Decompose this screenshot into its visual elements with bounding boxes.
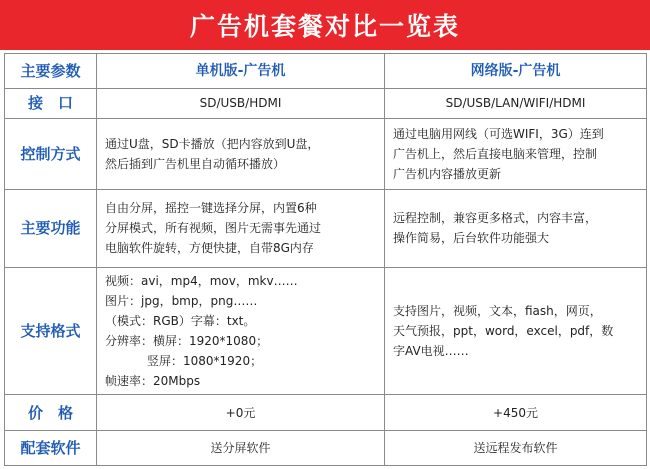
function-standalone [97,190,385,267]
software-standalone: 送分屏软件 [97,431,385,466]
price-network: +450元 [385,394,647,431]
control-network [385,119,647,190]
control-standalone [97,119,385,190]
interface-network: SD/USB/LAN/WIFI/HDMI [385,88,647,119]
text-line: 字AV电视…… [393,343,469,358]
price-standalone: +0元 [97,394,385,431]
text-line: 操作简易，后台软件功能强大 [393,231,550,246]
text-line: 支持图片，视频，文本，fiash，网页， [393,303,602,318]
format-network [385,267,647,394]
software-network: 送远程发布软件 [385,431,647,466]
text-line: 天气预报，ppt，word，excel，pdf，数 [393,323,614,338]
text-line: （模式：RGB）字幕：txt。 [105,313,256,328]
text-line: 视频：avi，mp4，mov，mkv…… [105,273,298,288]
comparison-table [4,53,647,466]
text-line: 图片：jpg，bmp，png…… [105,293,258,308]
format-standalone [97,267,385,394]
row-format [5,267,647,394]
text-line: 自由分屏，摇控一键选择分屏，内置6种 [105,201,317,216]
row-interface [5,88,647,119]
text-line: 通过U盘，SD卡播放（把内容放到U盘， [105,137,320,152]
row-price [5,394,647,431]
row-label-software: 配套软件 [5,431,97,466]
text-line: 竖屏：1080*1920； [147,353,263,368]
function-network [385,190,647,267]
row-label-price: 价 格 [5,394,97,431]
row-label-format: 支持格式 [5,267,97,394]
row-label-function: 主要功能 [5,190,97,267]
interface-standalone: SD/USB/HDMI [97,88,385,119]
text-line: 远程控制，兼容更多格式，内容丰富， [393,211,598,226]
text-line: 电脑软件旋转，方便快捷，自带8G内存 [105,241,314,256]
table-header-row [5,54,647,89]
page-title: 广告机套餐对比一览表 [0,0,650,50]
text-line: 然后插到广告机里自动循环播放） [105,157,286,172]
row-control [5,119,647,190]
text-line: 通过电脑用网线（可选WIFI，3G）连到 [393,127,604,142]
text-line: 分辨率：横屏：1920*1080； [105,333,269,348]
header-network: 网络版-广告机 [385,54,647,89]
header-standalone: 单机版-广告机 [97,54,385,89]
header-param: 主要参数 [5,54,97,89]
text-line: 帧速率：20Mbps [105,373,201,388]
row-label-interface: 接 口 [5,88,97,119]
row-software [5,431,647,466]
text-line: 广告机上，然后直接电脑来管理，控制 [393,147,598,162]
text-line: 分屏模式，所有视频，图片无需事先通过 [105,221,322,236]
row-label-control: 控制方式 [5,119,97,190]
text-line: 广告机内容播放更新 [393,167,502,182]
row-function [5,190,647,267]
